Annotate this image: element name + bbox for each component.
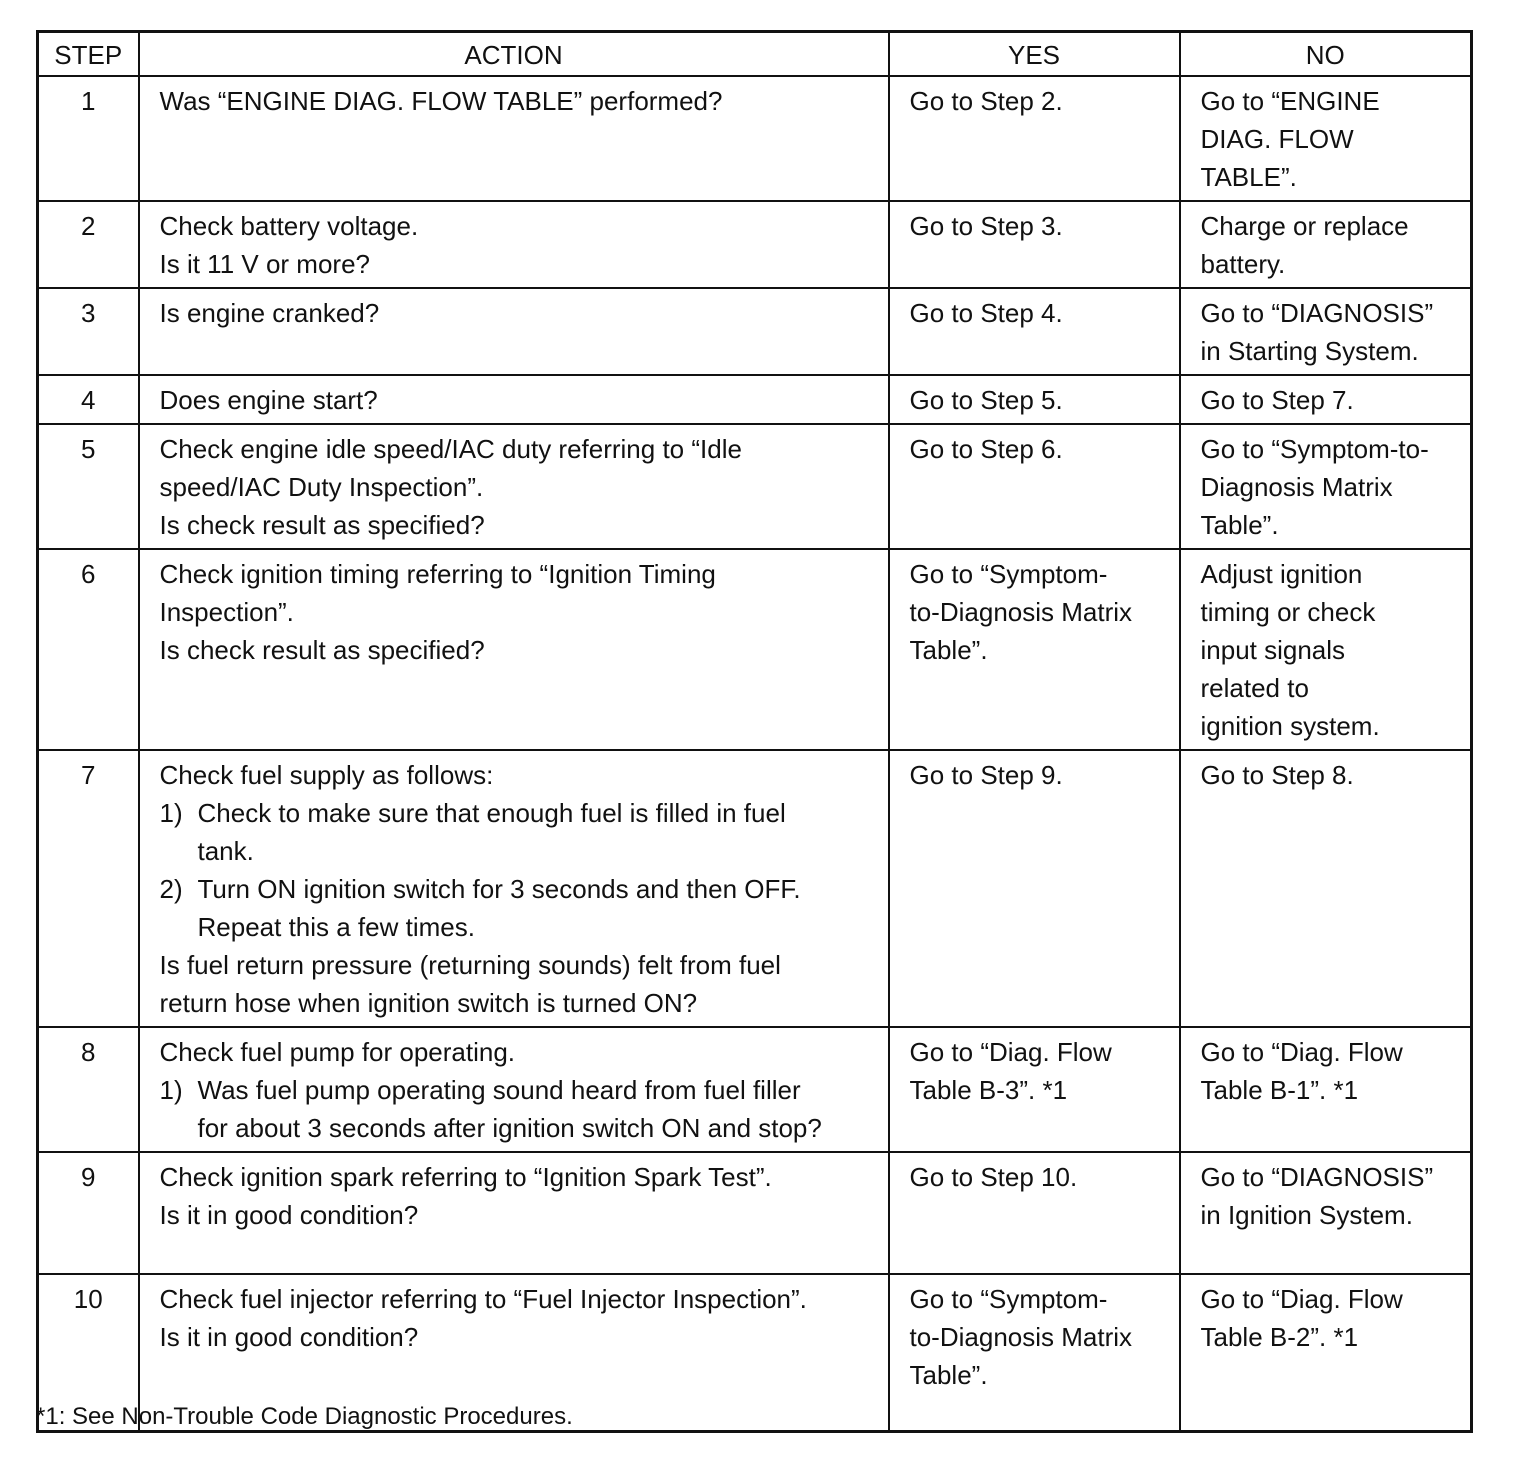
yes-cell (889, 1152, 1180, 1274)
no-line: timing or check (1200, 596, 1376, 627)
table-row (38, 1027, 1472, 1152)
action-line: Check engine idle speed/IAC duty referring to “Idle (159, 433, 742, 464)
substep-line: Turn ON ignition switch for 3 seconds and then OFF. (197, 873, 801, 904)
step-number: 8 (38, 1027, 139, 1152)
no-cell (1180, 76, 1472, 201)
no-line: Diagnosis Matrix (1200, 471, 1393, 502)
document-page (36, 30, 1470, 1433)
action-cell (139, 201, 889, 288)
action-cell (139, 549, 889, 750)
action-line: Is check result as specified? (159, 634, 485, 665)
action-line: Is it in good condition? (159, 1199, 419, 1230)
table-body (38, 76, 1472, 1432)
action-line: Is check result as specified? (159, 509, 485, 540)
no-line: Go to Step 7. (1200, 384, 1354, 415)
yes-cell (889, 549, 1180, 750)
yes-cell (889, 76, 1180, 201)
no-line: Go to “Diag. Flow (1200, 1283, 1403, 1314)
no-line: ignition system. (1200, 710, 1380, 741)
yes-line: Go to Step 6. (909, 433, 1063, 464)
step-number: 10 (38, 1274, 139, 1432)
header-step: STEP (38, 32, 139, 76)
no-line: input signals (1200, 634, 1346, 665)
table-row (38, 750, 1472, 1027)
yes-line: Go to Step 9. (909, 759, 1063, 790)
diagnostic-flow-table (36, 30, 1473, 1433)
action-line: Check fuel supply as follows: (159, 759, 494, 790)
action-question-line: return hose when ignition switch is turned ON? (159, 987, 698, 1018)
action-cell (139, 1152, 889, 1274)
yes-cell (889, 424, 1180, 549)
action-substep (160, 1071, 880, 1147)
action-line: Was “ENGINE DIAG. FLOW TABLE” performed? (159, 85, 723, 116)
substep-line: for about 3 seconds after ignition switch ON and stop? (197, 1112, 822, 1143)
action-substep (160, 794, 880, 870)
substep-text (198, 870, 880, 946)
action-line: speed/IAC Duty Inspection”. (159, 471, 484, 502)
action-line: Is it in good condition? (159, 1321, 419, 1352)
header-yes: YES (889, 32, 1180, 76)
yes-cell (889, 1274, 1180, 1432)
substep-line: tank. (197, 835, 254, 866)
header-no: NO (1180, 32, 1472, 76)
action-cell (139, 288, 889, 375)
no-line: Adjust ignition (1200, 558, 1363, 589)
substep-text (198, 794, 880, 870)
table-row (38, 375, 1472, 424)
action-line: Check battery voltage. (159, 210, 419, 241)
action-cell (139, 424, 889, 549)
no-line: Go to “DIAGNOSIS” (1200, 297, 1434, 328)
no-cell (1180, 1274, 1472, 1432)
action-cell (139, 1027, 889, 1152)
no-line: Table B-1”. *1 (1200, 1074, 1359, 1105)
no-cell (1180, 750, 1472, 1027)
no-line: Go to “DIAGNOSIS” (1200, 1161, 1434, 1192)
yes-line: Go to Step 5. (909, 384, 1063, 415)
yes-line: Go to “Symptom- (909, 1283, 1108, 1314)
no-line: Table”. (1200, 509, 1279, 540)
action-line: Is it 11 V or more? (159, 248, 370, 279)
no-cell (1180, 1027, 1472, 1152)
no-line: TABLE”. (1200, 161, 1297, 192)
no-line: DIAG. FLOW (1200, 123, 1354, 154)
action-line: Check ignition spark referring to “Ignition Spark Test”. (159, 1161, 772, 1192)
table-row (38, 1152, 1472, 1274)
substep-number: 1) (159, 1074, 183, 1105)
no-cell (1180, 288, 1472, 375)
action-substep (160, 870, 880, 946)
no-line: related to (1200, 672, 1309, 703)
step-number: 5 (38, 424, 139, 549)
yes-line: Table”. (909, 1359, 988, 1390)
no-cell (1180, 424, 1472, 549)
no-line: Go to “Symptom-to- (1200, 433, 1429, 464)
header-action: ACTION (139, 32, 889, 76)
no-cell (1180, 375, 1472, 424)
no-line: Go to “Diag. Flow (1200, 1036, 1403, 1067)
action-line: Check ignition timing referring to “Ignition Timing (159, 558, 716, 589)
action-cell (139, 750, 889, 1027)
substep-line: Repeat this a few times. (197, 911, 475, 942)
yes-line: Go to Step 10. (909, 1161, 1078, 1192)
action-line: Does engine start? (159, 384, 378, 415)
table-row (38, 424, 1472, 549)
yes-line: Go to Step 4. (909, 297, 1063, 328)
action-question-line: Is fuel return pressure (returning sounds) felt from fuel (159, 949, 781, 980)
yes-line: Table B-3”. *1 (909, 1074, 1068, 1105)
table-row (38, 549, 1472, 750)
yes-line: Go to “Diag. Flow (909, 1036, 1112, 1067)
footnote: *1: See Non-Trouble Code Diagnostic Procedures. (36, 1403, 573, 1430)
yes-line: Go to Step 3. (909, 210, 1063, 241)
action-line: Check fuel pump for operating. (159, 1036, 516, 1067)
step-number: 3 (38, 288, 139, 375)
yes-cell (889, 288, 1180, 375)
action-cell (139, 76, 889, 201)
substep-number: 1) (159, 797, 183, 828)
action-line: Is engine cranked? (159, 297, 380, 328)
no-line: Go to Step 8. (1200, 759, 1354, 790)
yes-line: Go to “Symptom- (909, 558, 1108, 589)
no-cell (1180, 1152, 1472, 1274)
yes-line: to-Diagnosis Matrix (909, 1321, 1133, 1352)
table-row (38, 288, 1472, 375)
no-line: in Ignition System. (1200, 1199, 1413, 1230)
step-number: 9 (38, 1152, 139, 1274)
no-cell (1180, 549, 1472, 750)
step-number: 2 (38, 201, 139, 288)
yes-line: Table”. (909, 634, 988, 665)
action-line: Check fuel injector referring to “Fuel Injector Inspection”. (159, 1283, 807, 1314)
yes-line: Go to Step 2. (909, 85, 1063, 116)
no-line: Table B-2”. *1 (1200, 1321, 1359, 1352)
step-number: 4 (38, 375, 139, 424)
yes-cell (889, 375, 1180, 424)
substep-line: Was fuel pump operating sound heard from fuel filler (197, 1074, 801, 1105)
table-row (38, 76, 1472, 201)
action-line: Inspection”. (159, 596, 294, 627)
no-cell (1180, 201, 1472, 288)
header-row (38, 32, 1472, 76)
step-number: 7 (38, 750, 139, 1027)
action-cell (139, 375, 889, 424)
substep-number: 2) (159, 873, 183, 904)
step-number: 1 (38, 76, 139, 201)
yes-cell (889, 750, 1180, 1027)
substep-text (198, 1071, 880, 1147)
substep-line: Check to make sure that enough fuel is filled in fuel (197, 797, 786, 828)
table-row (38, 201, 1472, 288)
yes-cell (889, 201, 1180, 288)
no-line: battery. (1200, 248, 1286, 279)
no-line: in Starting System. (1200, 335, 1419, 366)
yes-line: to-Diagnosis Matrix (909, 596, 1133, 627)
yes-cell (889, 1027, 1180, 1152)
step-number: 6 (38, 549, 139, 750)
no-line: Go to “ENGINE (1200, 85, 1380, 116)
no-line: Charge or replace (1200, 210, 1409, 241)
